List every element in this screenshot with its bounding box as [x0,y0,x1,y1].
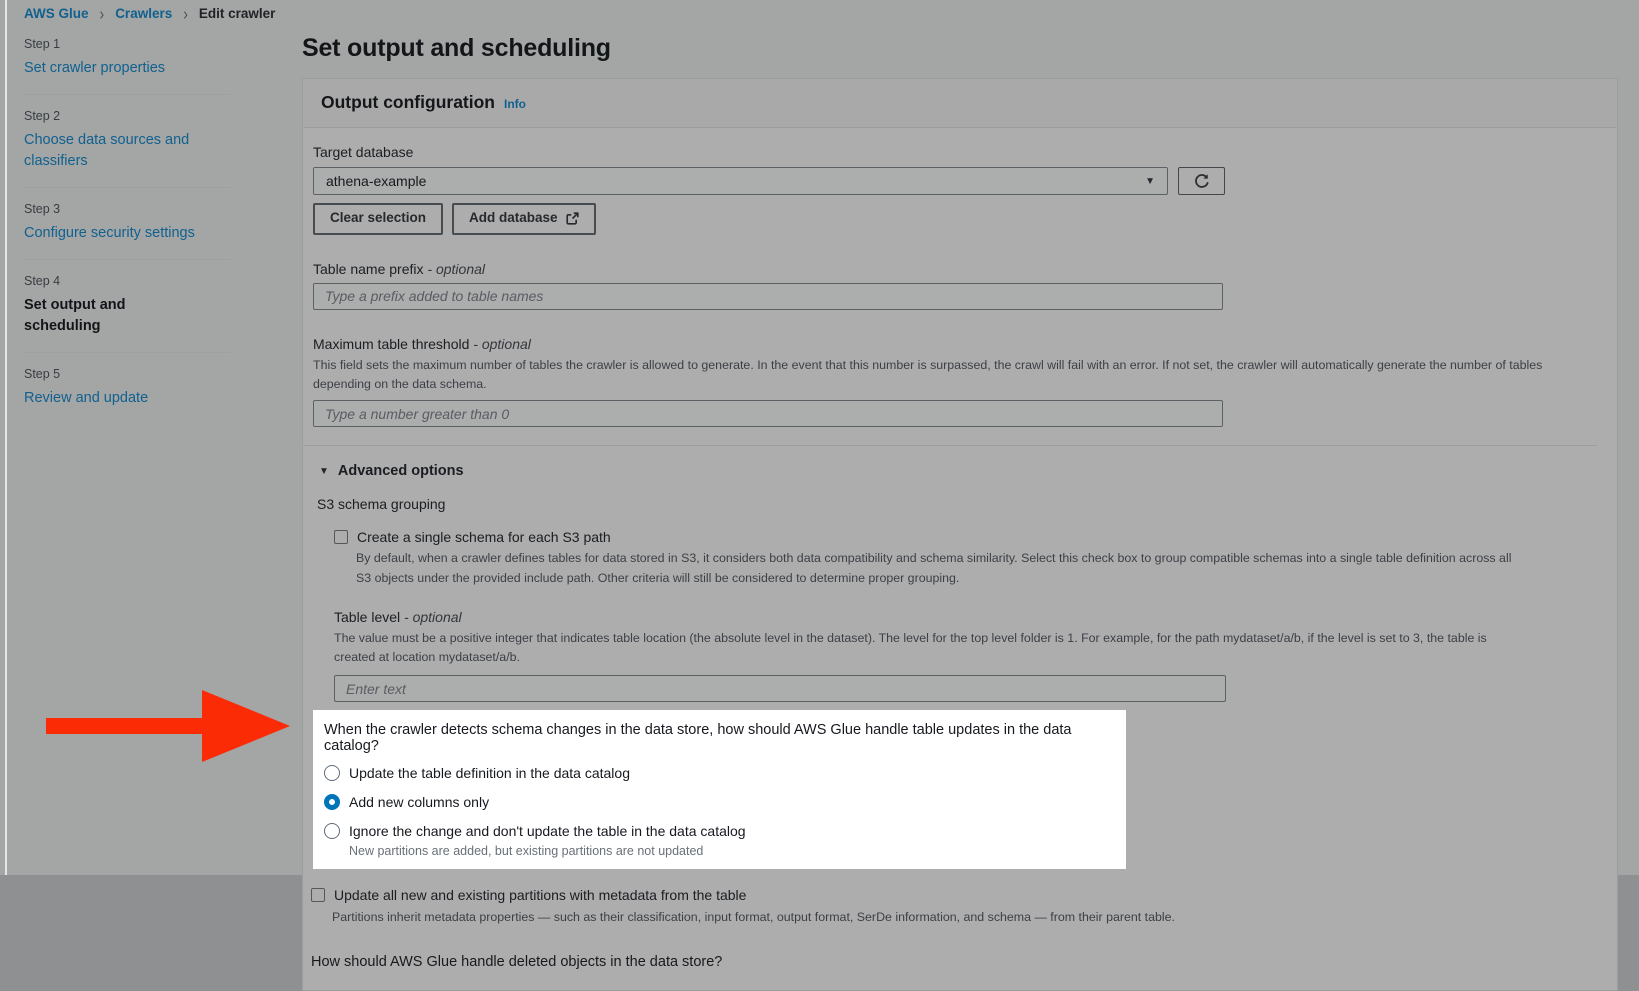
arrow-head-icon [202,690,290,762]
main-content [302,0,1618,991]
max-table-threshold-input[interactable] [313,400,1223,427]
card-body [303,128,1617,990]
breadcrumb-aws-glue[interactable]: AWS Glue [24,5,89,21]
step-number: Step 4 [24,274,61,289]
sidebar-item-review-and-update[interactable]: Review and update [24,390,149,407]
partitions-description: Partitions inherit metadata properties — such as their classification, input format, output format, SerDe information, and schema — from their parent table. [332,910,1175,925]
annotation-arrow [46,690,290,762]
radio-label: Update the table definition in the data catalog [349,765,630,782]
sidebar-item-set-output-scheduling: Set output and scheduling [24,297,126,335]
radio-add-new-columns-only[interactable] [324,794,340,810]
sidebar-step-4-current [24,274,231,337]
s3-schema-grouping-label: S3 schema grouping [317,496,446,513]
single-schema-description: By default, when a crawler defines tables for data stored in S3, it considers both data compatibility and schema similarity. Select this check box to group compatible schemas into a single table definition across all S3 objects under the provided include path. Other criteria will still be considered to determine proper grouping. [356,551,1512,585]
sidebar-step-3 [24,202,231,244]
wizard-steps-sidebar [24,37,231,409]
breadcrumb-separator-icon: › [183,3,188,23]
target-database-value: athena-example [326,173,427,189]
target-database-label: Target database [313,144,414,160]
database-buttons-row [313,203,1597,235]
breadcrumb-crawlers[interactable]: Crawlers [115,5,173,21]
single-schema-checkbox-row [334,529,1597,545]
refresh-databases-button[interactable] [1178,167,1225,195]
step-number: Step 3 [24,202,61,217]
output-configuration-card [302,78,1618,991]
divider [24,94,231,95]
info-link[interactable]: Info [504,97,526,111]
step-number: Step 1 [24,37,61,51]
clear-selection-label: Clear selection [330,210,427,225]
sidebar-item-configure-security[interactable]: Configure security settings [24,225,195,242]
table-level-input[interactable] [334,675,1226,702]
label-text: Table level [334,608,401,625]
divider [24,187,231,188]
breadcrumb-separator-icon: › [99,3,105,23]
optional-suffix: - optional [427,260,485,277]
target-database-select[interactable] [313,167,1168,195]
triangle-down-icon: ▼ [319,465,329,477]
card-header [303,79,1617,128]
single-schema-checkbox-label: Create a single schema for each S3 path [357,529,611,546]
step-number: Step 5 [24,367,61,382]
single-schema-checkbox[interactable] [334,530,348,544]
advanced-options-label: Advanced options [337,463,464,480]
label-text: Table name prefix [313,260,424,277]
sidebar-item-choose-data-sources[interactable]: Choose data sources and classifiers [24,132,190,170]
partitions-metadata-checkbox[interactable] [311,888,325,902]
partitions-note: New partitions are added, but existing partitions are not updated [349,844,704,859]
max-table-threshold-label [313,336,1597,352]
divider [24,259,231,260]
radio-label: Ignore the change and don't update the table in the data catalog [349,823,746,840]
radio-row-add-new-columns-only [324,792,1116,812]
radio-update-table-definition[interactable] [324,765,340,781]
optional-suffix: - optional [473,335,531,352]
nav-edge-divider [5,0,7,875]
table-name-prefix-label [313,261,1597,277]
refresh-icon [1193,173,1210,190]
arrow-shaft [46,718,204,734]
card-title: Output configuration [321,92,495,112]
partitions-metadata-block [311,887,1597,927]
add-database-button[interactable] [452,203,596,235]
optional-suffix: - optional [404,608,462,625]
divider [24,352,231,353]
external-link-icon [566,212,579,225]
sidebar-step-5 [24,367,231,409]
table-level-description: The value must be a positive integer that indicates table location (the absolute level in the dataset). The level for the top level folder is 1. For example, for the path mydataset/a/b, if the level is set to 3, the table is created at location mydataset/a/b. [334,630,1487,664]
sidebar-item-set-crawler-properties[interactable]: Set crawler properties [24,60,166,76]
schema-change-question: When the crawler detects schema changes in the data store, how should AWS Glue handle table updates in the data catalog? [324,722,1072,755]
radio-row-ignore-change [324,821,1116,841]
schema-change-spotlight [313,710,1126,869]
chevron-down-icon: ▼ [1145,175,1155,187]
partitions-checkbox-label: Update all new and existing partitions with metadata from the table [334,887,747,904]
breadcrumb [24,5,275,21]
deleted-objects-question: How should AWS Glue handle deleted objects in the data store? [311,953,723,970]
clear-selection-button[interactable] [313,203,443,235]
label-text: Maximum table threshold [313,335,470,352]
divider [303,445,1597,446]
max-table-threshold-description: This field sets the maximum number of tables the crawler is allowed to generate. In the event that this number is surpassed, the crawl will fail with an error. If not set, the crawler will automatically generate the number of tables depending on the data schema. [313,357,1543,392]
radio-ignore-change[interactable] [324,823,340,839]
radio-row-update-table-definition [324,763,1116,783]
add-database-label: Add database [469,210,558,225]
step-number: Step 2 [24,109,61,124]
sidebar-step-2 [24,109,231,172]
target-database-row [313,167,1597,195]
table-name-prefix-input[interactable] [313,283,1223,310]
radio-label: Add new columns only [349,794,490,811]
sidebar-step-1 [24,37,231,79]
partitions-checkbox-row [311,887,1597,903]
page-title: Set output and scheduling [302,34,611,62]
breadcrumb-current-page: Edit crawler [198,5,276,21]
table-level-label [334,609,1597,625]
advanced-options-toggle[interactable] [319,463,1597,479]
